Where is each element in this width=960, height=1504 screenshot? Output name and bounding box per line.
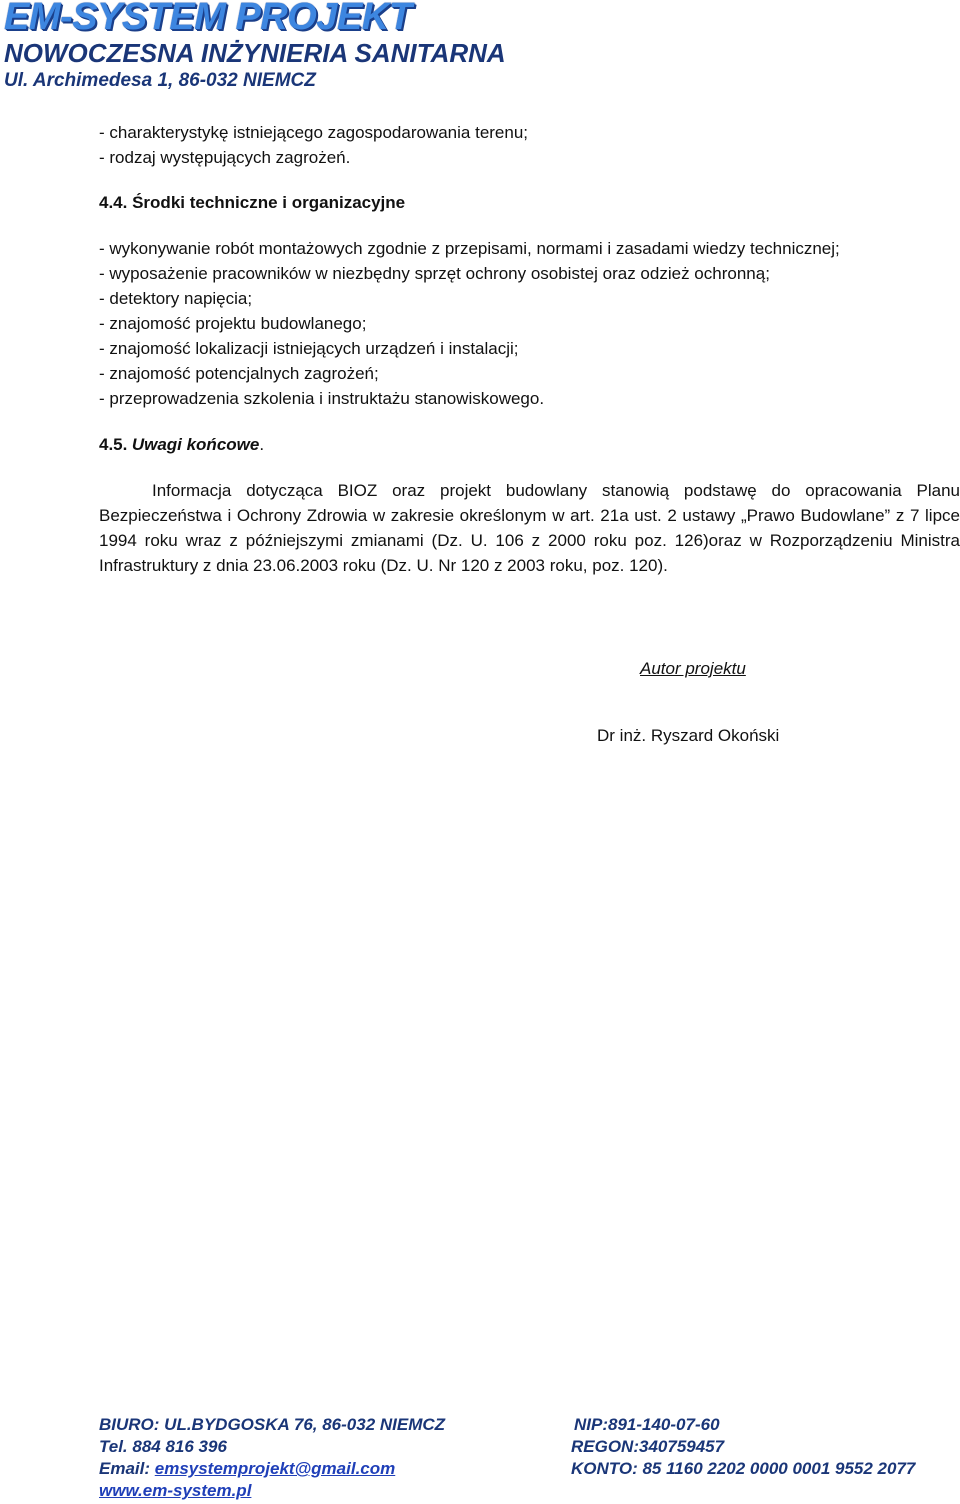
footer-nip: NIP:891-140-07-60 — [574, 1415, 720, 1434]
section-trailing: . — [259, 435, 265, 454]
section-title: Środki techniczne i organizacyjne — [132, 193, 406, 212]
footer-email-row — [99, 1459, 395, 1479]
closing-paragraph: Informacja dotycząca BIOZ oraz projekt budowlany stanowią podstawę do opracowania Planu Bezpieczeństwa i Ochrony Zdrowia w zakresie określonym w art. 21a ust. 2 ustawy „Prawo Budowlane” z 7 lipce 1994 roku wraz z późniejszymi zmianami (Dz. U. 106 z 2000 roku poz. 126)oraz w Rozporządzeniu Ministra Infrastruktury z dnia 23.06.2003 roku (Dz. U. Nr 120 z 2003 roku, poz. 120). — [99, 481, 960, 575]
company-address: Ul. Archimedesa 1, 86-032 NIEMCZ — [4, 70, 316, 91]
list-item: - znajomość potencjalnych zagrożeń; — [99, 364, 379, 383]
list-item: - wykonywanie robót montażowych zgodnie z przepisami, normami i zasadami wiedzy technicznej; — [99, 239, 840, 258]
section-number: 4.4. — [99, 193, 128, 212]
measures-list — [99, 236, 840, 411]
author-name: Dr inż. Ryszard Okoński — [597, 726, 780, 745]
list-item: - detektory napięcia; — [99, 289, 253, 308]
intro-list — [99, 120, 528, 170]
section-title: Uwagi końcowe — [131, 435, 260, 454]
footer-website-link[interactable]: www.em-system.pl — [99, 1481, 252, 1500]
company-tagline: NOWOCZESNA INŻYNIERIA SANITARNA — [4, 38, 506, 68]
company-logo: EM-SYSTEM PROJEKT — [4, 0, 412, 38]
section-number: 4.5. — [99, 435, 128, 454]
footer-email-label: Email: — [99, 1459, 155, 1478]
footer-regon: REGON:340759457 — [571, 1437, 725, 1456]
footer-office: BIURO: UL.BYDGOSKA 76, 86-032 NIEMCZ — [99, 1415, 446, 1434]
footer-email-link[interactable]: emsystemprojekt@gmail.com — [154, 1459, 396, 1478]
list-item: - charakterystykę istniejącego zagospodarowania terenu; — [99, 123, 529, 142]
section-heading-4-4 — [99, 193, 405, 213]
list-item: - znajomość projektu budowlanego; — [99, 314, 367, 333]
list-item: - wyposażenie pracowników w niezbędny sprzęt ochrony osobistej oraz odzież ochronną; — [99, 264, 770, 283]
footer-account: KONTO: 85 1160 2202 0000 0001 9552 2077 — [571, 1459, 916, 1478]
footer-phone: Tel. 884 816 396 — [99, 1437, 227, 1456]
author-label: Autor projektu — [640, 659, 746, 678]
list-item: - znajomość lokalizacji istniejących urządzeń i instalacji; — [99, 339, 519, 358]
list-item: - rodzaj występujących zagrożeń. — [99, 148, 351, 167]
list-item: - przeprowadzenia szkolenia i instruktażu stanowiskowego. — [99, 389, 545, 408]
section-heading-4-5 — [99, 435, 264, 455]
footer-website-row — [99, 1481, 251, 1501]
